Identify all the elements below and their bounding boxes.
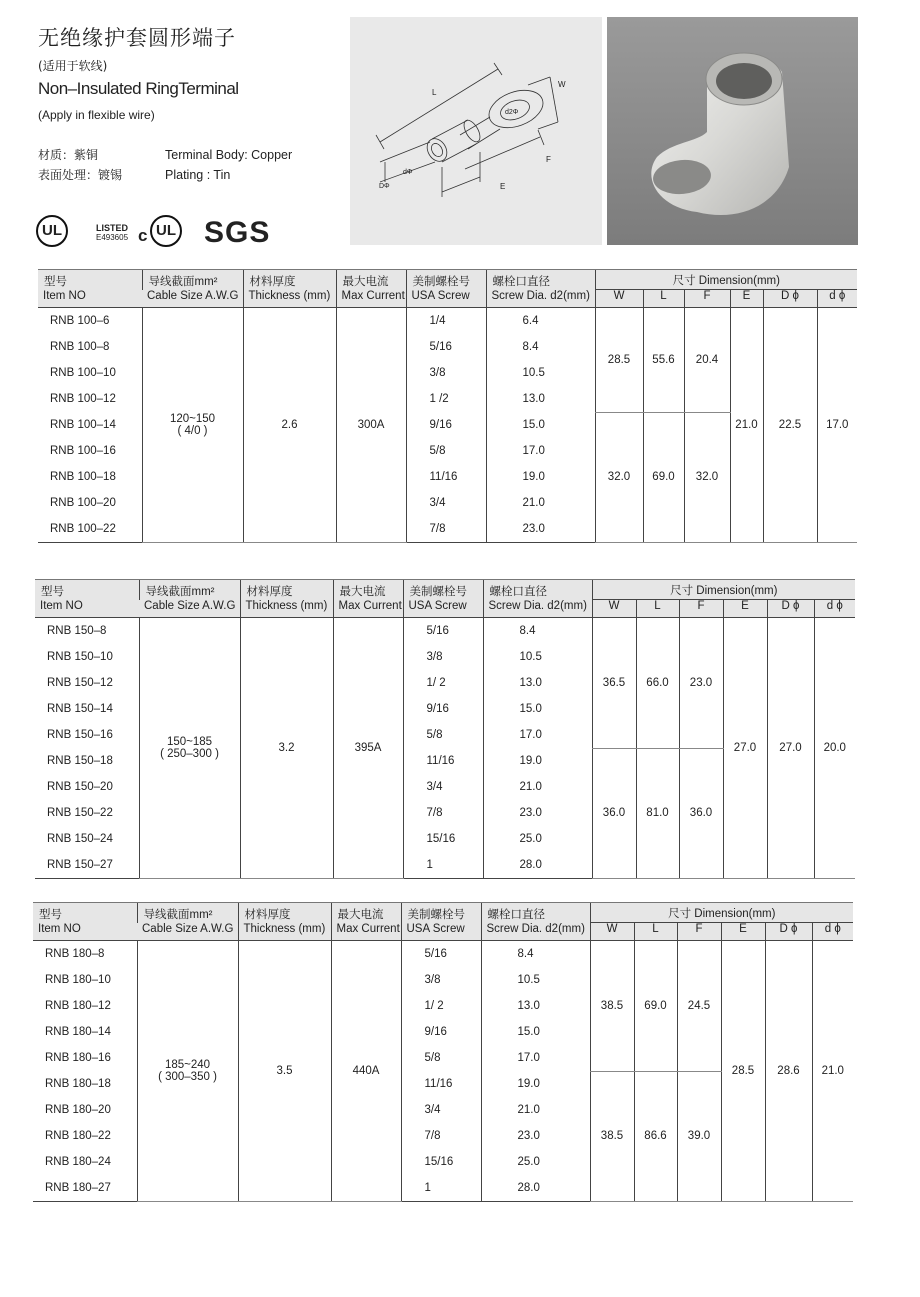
header-cable-en: Cable Size A.W.G: [139, 600, 240, 618]
dim-W: 36.5: [592, 618, 636, 749]
header-dphi: d ϕ: [817, 290, 857, 308]
header-cable-cn: 导线截面mm²: [137, 903, 238, 923]
cable-range: 185~240: [164, 1059, 211, 1071]
header-current-cn: 最大电流: [331, 903, 401, 923]
item-no: RNB 180–8: [45, 948, 105, 960]
screw-dia: 17.0: [481, 1045, 590, 1071]
header-dia-en: Screw Dia. d2(mm): [481, 923, 590, 941]
sgs-logo: SGS: [204, 216, 271, 249]
header-current-en: Max Current: [336, 290, 406, 308]
header-E: E: [723, 600, 767, 618]
usa-screw: 1: [403, 852, 483, 879]
header-screw-en: USA Screw: [403, 600, 483, 618]
cable-size: [142, 308, 243, 543]
screw-dia: 17.0: [486, 438, 595, 464]
usa-screw: 5/8: [401, 1045, 481, 1071]
screw-dia: 6.4: [486, 308, 595, 335]
header-L: L: [636, 600, 679, 618]
item-no: RNB 180–20: [45, 1104, 111, 1116]
screw-dia: 21.0: [486, 490, 595, 516]
dim-label-d2: d2Φ: [505, 109, 519, 116]
plating-row: [38, 166, 230, 183]
item-no: RNB 150–22: [47, 807, 113, 819]
header-cable-en: Cable Size A.W.G: [137, 923, 238, 941]
item-no: RNB 150–16: [47, 729, 113, 741]
header-screw-cn: 美制螺栓号: [401, 903, 481, 923]
screw-dia: 23.0: [483, 800, 592, 826]
usa-screw: 3/8: [401, 967, 481, 993]
usa-screw: 11/16: [401, 1071, 481, 1097]
thickness: 3.5: [238, 941, 331, 1202]
spec-table-rnb180: [33, 902, 853, 1202]
header-current-cn: 最大电流: [333, 580, 403, 600]
screw-dia: 19.0: [483, 748, 592, 774]
dim-W: 32.0: [595, 412, 643, 543]
header-thickness-en: Thickness (mm): [243, 290, 336, 308]
dim-E: 21.0: [730, 308, 763, 543]
dim-W: 38.5: [590, 941, 634, 1072]
screw-dia: 21.0: [483, 774, 592, 800]
header-dimension: 尺寸 Dimension(mm): [595, 270, 857, 290]
dim-L: 86.6: [634, 1071, 677, 1202]
material-row: [38, 146, 292, 163]
spec-table-rnb100: [38, 269, 857, 543]
usa-screw: 3/4: [401, 1097, 481, 1123]
header-screw-cn: 美制螺栓号: [406, 270, 486, 290]
header-item-cn: 型号: [38, 270, 142, 290]
header-E: E: [730, 290, 763, 308]
dim-L: 66.0: [636, 618, 679, 749]
screw-dia: 19.0: [486, 464, 595, 490]
subtitle-english: (Apply in flexible wire): [38, 108, 155, 122]
usa-screw: 11/16: [403, 748, 483, 774]
dim-Dphi: 22.5: [763, 308, 817, 543]
dim-label-d: dΦ: [403, 169, 413, 176]
item-no: RNB 150–12: [47, 677, 113, 689]
header-screw-en: USA Screw: [406, 290, 486, 308]
title-english: Non–Insulated RingTerminal: [38, 79, 239, 98]
header-dia-en: Screw Dia. d2(mm): [486, 290, 595, 308]
item-no: RNB 100–14: [50, 419, 116, 431]
spec-table-rnb150: [35, 579, 855, 879]
ul-logo: UL: [36, 215, 68, 247]
screw-dia: 8.4: [483, 618, 592, 645]
usa-screw: 5/8: [406, 438, 486, 464]
usa-screw: 1/4: [406, 308, 486, 335]
header-dimension: 尺寸 Dimension(mm): [590, 903, 853, 923]
product-photo: [607, 17, 858, 245]
item-no: RNB 150–14: [47, 703, 113, 715]
usa-screw: 7/8: [406, 516, 486, 543]
usa-screw: 3/4: [403, 774, 483, 800]
max-current: 395A: [333, 618, 403, 879]
header-screw-en: USA Screw: [401, 923, 481, 941]
usa-screw: 5/16: [401, 941, 481, 968]
c-ul-prefix: c: [138, 226, 148, 245]
header-current-en: Max Current: [331, 923, 401, 941]
dim-F: 36.0: [679, 748, 723, 879]
screw-dia: 10.5: [481, 967, 590, 993]
item-no: RNB 180–16: [45, 1052, 111, 1064]
header-thickness-cn: 材料厚度: [240, 580, 333, 600]
usa-screw: 15/16: [403, 826, 483, 852]
header-dphi: d ϕ: [812, 923, 853, 941]
screw-dia: 19.0: [481, 1071, 590, 1097]
dim-L: 69.0: [634, 941, 677, 1072]
screw-dia: 28.0: [481, 1175, 590, 1202]
dim-dphi: 21.0: [812, 941, 853, 1202]
item-no: RNB 180–18: [45, 1078, 111, 1090]
usa-screw: 3/8: [403, 644, 483, 670]
dim-L: 69.0: [643, 412, 684, 543]
item-no: RNB 100–6: [50, 315, 110, 327]
header-dimension: 尺寸 Dimension(mm): [592, 580, 855, 600]
usa-screw: 9/16: [401, 1019, 481, 1045]
header-cable-en: Cable Size A.W.G: [142, 290, 243, 308]
usa-screw: 1/ 2: [403, 670, 483, 696]
header-item-en: Item NO: [35, 600, 139, 618]
header-current-cn: 最大电流: [336, 270, 406, 290]
header-L: L: [634, 923, 677, 941]
header-item-cn: 型号: [35, 580, 139, 600]
cable-range: 120~150: [169, 413, 216, 425]
item-no: RNB 150–10: [47, 651, 113, 663]
thickness: 3.2: [240, 618, 333, 879]
header-item-en: Item NO: [33, 923, 137, 941]
usa-screw: 9/16: [403, 696, 483, 722]
usa-screw: 5/8: [403, 722, 483, 748]
dim-label-D: DΦ: [379, 183, 390, 190]
plating-label: 表面处理：镀锡: [38, 168, 123, 182]
item-no: RNB 100–18: [50, 471, 116, 483]
header-dphi: d ϕ: [814, 600, 855, 618]
listed-text: LISTED: [96, 223, 129, 233]
header-dia-cn: 螺栓口直径: [481, 903, 590, 923]
ring-terminal-photo: [607, 17, 858, 245]
item-no: RNB 100–22: [38, 516, 142, 543]
max-current: 300A: [336, 308, 406, 543]
usa-screw: 5/16: [406, 334, 486, 360]
screw-dia: 8.4: [486, 334, 595, 360]
dim-label-L: L: [432, 88, 437, 97]
screw-dia: 25.0: [483, 826, 592, 852]
header-thickness-cn: 材料厚度: [238, 903, 331, 923]
cable-range: 150~185: [166, 736, 213, 748]
cable-size: [137, 941, 238, 1202]
usa-screw: 3/4: [406, 490, 486, 516]
header-thickness-cn: 材料厚度: [243, 270, 336, 290]
item-no: RNB 150–27: [35, 852, 139, 879]
header-Dphi: D ϕ: [763, 290, 817, 308]
item-no: RNB 100–20: [50, 497, 116, 509]
cul-logo: UL: [150, 215, 182, 247]
screw-dia: 10.5: [486, 360, 595, 386]
dim-F: 20.4: [684, 308, 730, 413]
header-current-en: Max Current: [333, 600, 403, 618]
dim-Dphi: 28.6: [765, 941, 812, 1202]
header-Dphi: D ϕ: [767, 600, 814, 618]
header-item-en: Item NO: [38, 290, 142, 308]
dim-L: 81.0: [636, 748, 679, 879]
cable-size: [139, 618, 240, 879]
usa-screw: 1: [401, 1175, 481, 1202]
item-no: RNB 100–16: [50, 445, 116, 457]
header-W: W: [590, 923, 634, 941]
dim-F: 32.0: [684, 412, 730, 543]
dim-E: 27.0: [723, 618, 767, 879]
dim-F: 23.0: [679, 618, 723, 749]
item-no: RNB 150–8: [47, 625, 107, 637]
dim-E: 28.5: [721, 941, 765, 1202]
screw-dia: 13.0: [481, 993, 590, 1019]
screw-dia: 15.0: [483, 696, 592, 722]
dimension-diagram: [350, 17, 602, 245]
dim-F: 39.0: [677, 1071, 721, 1202]
screw-dia: 21.0: [481, 1097, 590, 1123]
dim-label-F: F: [546, 155, 551, 164]
header-L: L: [643, 290, 684, 308]
item-no: RNB 180–12: [45, 1000, 111, 1012]
usa-screw: 7/8: [401, 1123, 481, 1149]
usa-screw: 9/16: [406, 412, 486, 438]
screw-dia: 13.0: [483, 670, 592, 696]
usa-screw: 7/8: [403, 800, 483, 826]
header-F: F: [684, 290, 730, 308]
subtitle-chinese: (适用于软线): [38, 59, 108, 73]
thickness: 2.6: [243, 308, 336, 543]
header-E: E: [721, 923, 765, 941]
usa-screw: 3/8: [406, 360, 486, 386]
screw-dia: 8.4: [481, 941, 590, 968]
header-cable-cn: 导线截面mm²: [139, 580, 240, 600]
usa-screw: 15/16: [401, 1149, 481, 1175]
header-Dphi: D ϕ: [765, 923, 812, 941]
screw-dia: 23.0: [481, 1123, 590, 1149]
ring-terminal-drawing: [350, 17, 602, 245]
dim-W: 38.5: [590, 1071, 634, 1202]
item-no: RNB 180–22: [45, 1130, 111, 1142]
item-no: RNB 180–27: [33, 1175, 137, 1202]
dim-label-E: E: [500, 182, 506, 191]
header-F: F: [677, 923, 721, 941]
dim-L: 55.6: [643, 308, 684, 413]
header-item-cn: 型号: [33, 903, 137, 923]
screw-dia: 28.0: [483, 852, 592, 879]
item-no: RNB 100–10: [50, 367, 116, 379]
item-no: RNB 100–8: [50, 341, 110, 353]
title-chinese: 无绝缘护套圆形端子: [38, 26, 236, 50]
screw-dia: 25.0: [481, 1149, 590, 1175]
header-dia-cn: 螺栓口直径: [483, 580, 592, 600]
header-W: W: [592, 600, 636, 618]
item-no: RNB 150–20: [47, 781, 113, 793]
dim-label-W: W: [558, 80, 566, 89]
header-dia-cn: 螺栓口直径: [486, 270, 595, 290]
cable-awg: ( 250–300 ): [160, 748, 219, 760]
dim-W: 28.5: [595, 308, 643, 413]
screw-dia: 15.0: [481, 1019, 590, 1045]
screw-dia: 23.0: [486, 516, 595, 543]
screw-dia: 17.0: [483, 722, 592, 748]
item-no: RNB 180–10: [45, 974, 111, 986]
header-thickness-en: Thickness (mm): [240, 600, 333, 618]
plating-value: Plating : Tin: [165, 168, 231, 182]
dim-F: 24.5: [677, 941, 721, 1072]
dim-dphi: 17.0: [817, 308, 857, 543]
header-screw-cn: 美制螺栓号: [403, 580, 483, 600]
screw-dia: 13.0: [486, 386, 595, 412]
usa-screw: 1/ 2: [401, 993, 481, 1019]
screw-dia: 10.5: [483, 644, 592, 670]
item-no: RNB 180–14: [45, 1026, 111, 1038]
header-cable-cn: 导线截面mm²: [142, 270, 243, 290]
item-no: RNB 180–24: [45, 1156, 111, 1168]
dim-dphi: 20.0: [814, 618, 855, 879]
dim-Dphi: 27.0: [767, 618, 814, 879]
cable-awg: ( 4/0 ): [177, 425, 208, 437]
ul-file-number: E493605: [96, 233, 129, 242]
header-F: F: [679, 600, 723, 618]
ul-listed-mark: [96, 224, 128, 242]
item-no: RNB 150–24: [47, 833, 113, 845]
material-value: Terminal Body: Copper: [165, 148, 293, 162]
material-label: 材质：紫铜: [38, 148, 99, 162]
usa-screw: 11/16: [406, 464, 486, 490]
item-no: RNB 100–12: [50, 393, 116, 405]
usa-screw: 1 /2: [406, 386, 486, 412]
item-no: RNB 150–18: [47, 755, 113, 767]
header-thickness-en: Thickness (mm): [238, 923, 331, 941]
header-dia-en: Screw Dia. d2(mm): [483, 600, 592, 618]
max-current: 440A: [331, 941, 401, 1202]
usa-screw: 5/16: [403, 618, 483, 645]
header-W: W: [595, 290, 643, 308]
dim-W: 36.0: [592, 748, 636, 879]
cable-awg: ( 300–350 ): [158, 1071, 217, 1083]
screw-dia: 15.0: [486, 412, 595, 438]
